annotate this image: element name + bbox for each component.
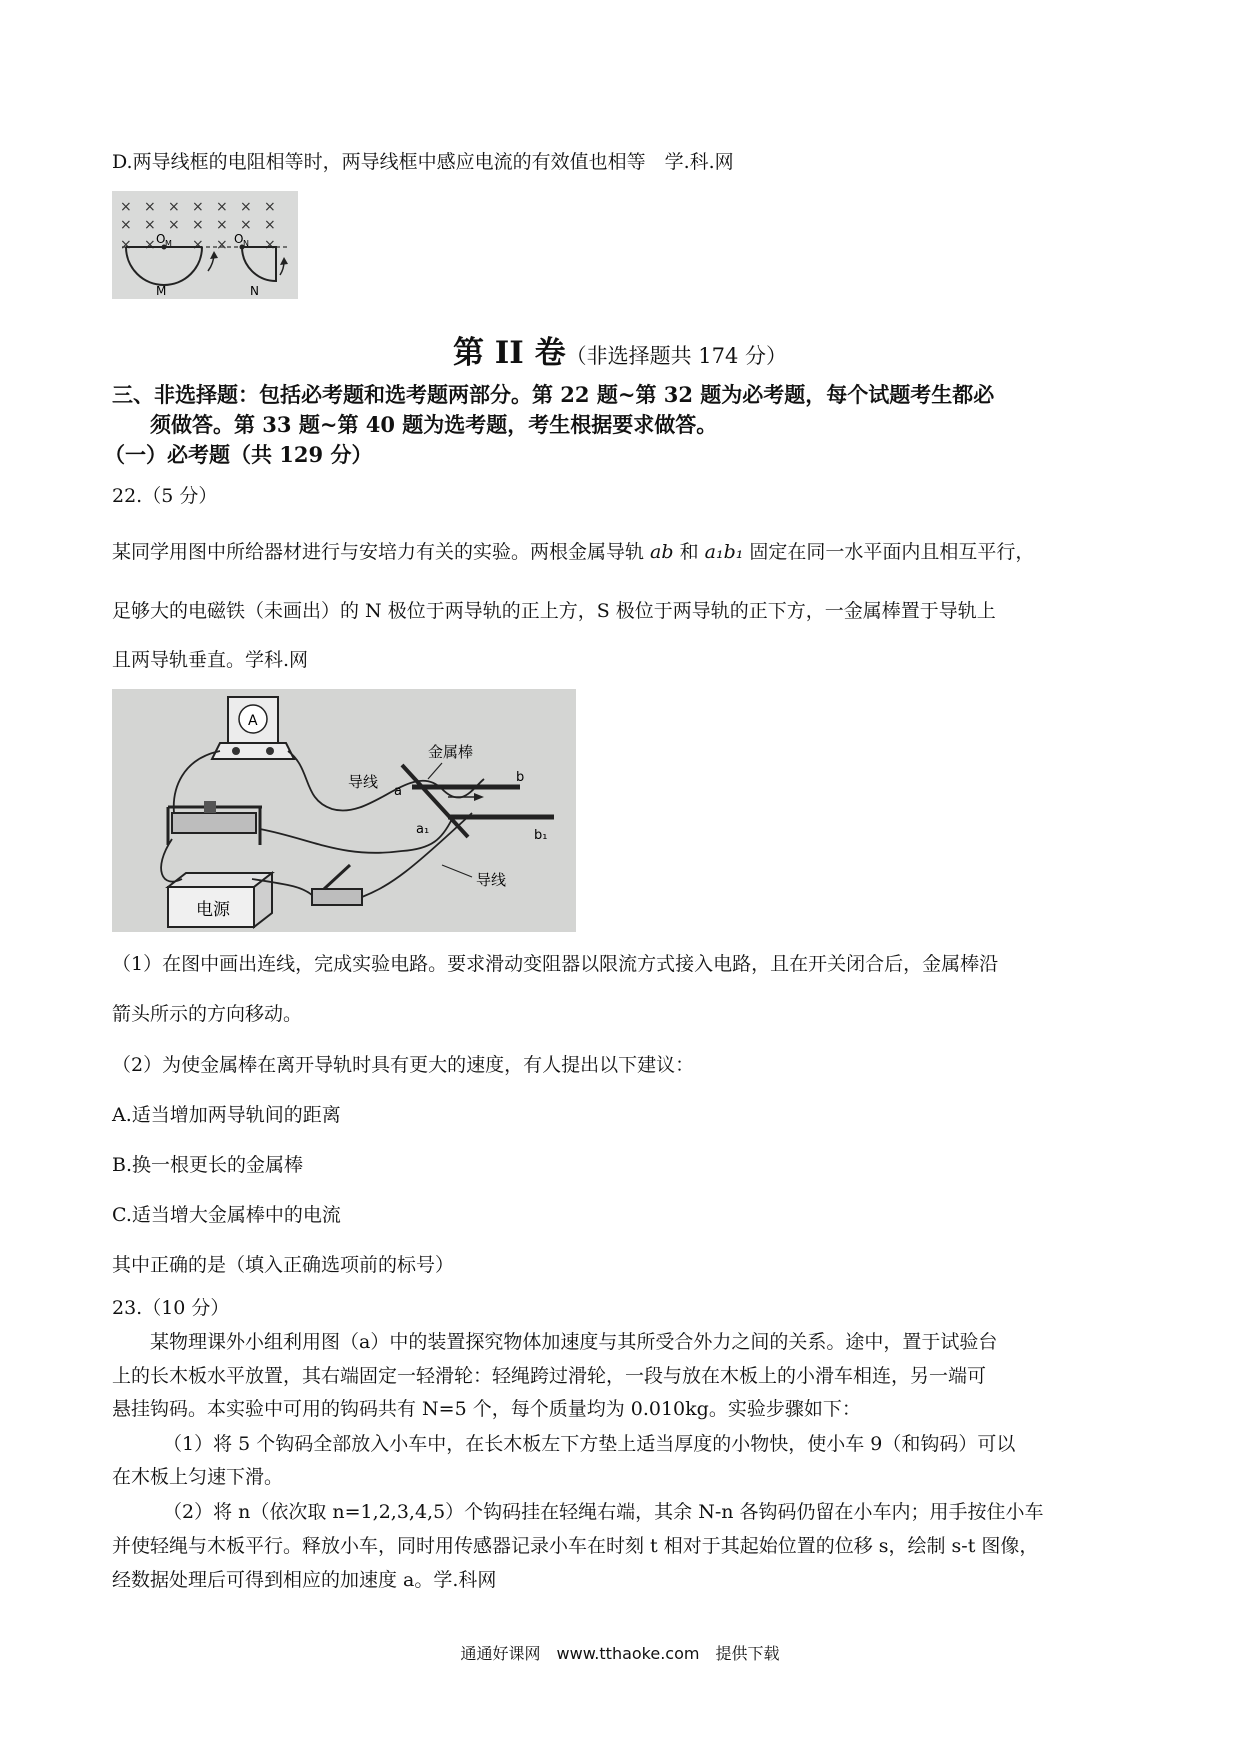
q23-line-7: 并使轻绳与木板平行。释放小车，同时用传感器记录小车在时刻 t 相对于其起始位置的位移 s，绘制 s-t 图像， — [112, 1535, 1039, 1557]
label-om: O — [156, 232, 166, 246]
field-cross-mark: × — [144, 199, 156, 215]
field-cross-mark: × — [144, 217, 156, 233]
metal-rod — [402, 765, 468, 837]
section-intro-2: 须做答。第 33 题~第 40 题为选考题，考生根据要求做答。 — [150, 412, 718, 437]
label-rod: 金属棒 — [428, 743, 474, 761]
q23-line-6: （2）将 n（依次取 n=1,2,3,4,5）个钩码挂在轻绳右端，其余 N-n 各钩码仍留在小车内；用手按住小车 — [163, 1501, 1044, 1523]
q22-para-2: 足够大的电磁铁（未画出）的 N 极位于两导轨的正上方，S 极位于两导轨的正下方，一金属棒置于导轨上 — [112, 600, 996, 622]
q22-question: 其中正确的是（填入正确选项前的标号） — [112, 1254, 455, 1276]
field-cross-mark: × — [240, 217, 252, 233]
q22-sub-1b: 箭头所示的方向移动。 — [112, 1003, 303, 1025]
label-b: b — [516, 770, 525, 785]
q22-sub-2: （2）为使金属棒在离开导轨时具有更大的速度，有人提出以下建议： — [112, 1054, 695, 1076]
field-cross-mark: × — [120, 237, 132, 253]
section-subtitle: （非选择题共 174 分） — [565, 344, 788, 368]
field-cross-mark: × — [168, 217, 180, 233]
q23-line-4: （1）将 5 个钩码全部放入小车中，在长木板左下方垫上适当厚度的小物快，使小车 9（和钩码）可以 — [163, 1433, 1016, 1455]
q23-line-5: 在木板上匀速下滑。 — [112, 1466, 284, 1488]
label-a: a — [394, 784, 402, 799]
svg-text:N: N — [243, 239, 249, 248]
label-n: N — [250, 284, 259, 298]
page-footer: 通通好课网 www.tthaoke.com 提供下载 — [460, 1644, 780, 1663]
field-cross-marks — [120, 199, 276, 253]
q22-option-b: B.换一根更长的金属棒 — [112, 1154, 304, 1176]
label-m: M — [156, 284, 167, 298]
section-intro-1: 三、非选择题：包括必考题和选考题两部分。第 22 题~第 32 题为必考题，每个试题考生都必 — [112, 382, 995, 407]
q22-heading: 22.（5 分） — [112, 485, 218, 507]
q23-line-8: 经数据处理后可得到相应的加速度 a。学.科网 — [112, 1569, 497, 1591]
q22-option-a: A.适当增加两导轨间的距离 — [112, 1104, 341, 1126]
q23-line-2: 上的长木板水平放置，其右端固定一轻滑轮：轻绳跨过滑轮，一段与放在木板上的小滑车相连，另一端可 — [112, 1365, 987, 1387]
q22-para-1: 某同学用图中所给器材进行与安培力有关的实验。两根金属导轨 ab 和 a₁b₁ 固定在同一水平面内且相互平行， — [112, 541, 1035, 563]
q22-sub-1a: （1）在图中画出连线，完成实验电路。要求滑动变阻器以限流方式接入电路，且在开关闭合后，金属棒沿 — [112, 953, 999, 975]
field-cross-mark: × — [168, 199, 180, 215]
ammeter-label: A — [248, 713, 258, 729]
battery-label: 电源 — [196, 900, 230, 920]
loop-m — [126, 247, 202, 285]
switch-icon — [312, 889, 362, 905]
label-wire-1: 导线 — [348, 773, 379, 791]
field-cross-mark: × — [264, 237, 276, 253]
section-heading — [0, 327, 1240, 372]
field-cross-mark: × — [216, 237, 228, 253]
motion-arrow — [474, 793, 484, 801]
option-d: D.两导线框的电阻相等时，两导线框中感应电流的有效值也相等 学.科.网 — [112, 151, 734, 173]
field-cross-mark: × — [216, 199, 228, 215]
label-wire-2: 导线 — [476, 871, 507, 889]
apparatus-diagram — [112, 689, 576, 932]
field-cross-mark: × — [264, 217, 276, 233]
magnetic-field-figure — [112, 191, 298, 299]
field-cross-mark: × — [192, 199, 204, 215]
apparatus-figure — [112, 689, 576, 932]
section-title: 第 II 卷 — [452, 335, 566, 371]
field-cross-mark: × — [240, 199, 252, 215]
q22-option-c: C.适当增大金属棒中的电流 — [112, 1204, 341, 1226]
svg-text:M: M — [165, 239, 172, 248]
q23-heading: 23.（10 分） — [112, 1297, 230, 1319]
q23-line-1: 某物理课外小组利用图（a）中的装置探究物体加速度与其所受合外力之间的关系。途中，置于试验台 — [150, 1331, 998, 1353]
magnetic-field-diagram — [112, 191, 298, 299]
field-cross-mark: × — [264, 199, 276, 215]
field-cross-mark: × — [144, 237, 156, 253]
field-cross-mark: × — [192, 217, 204, 233]
field-cross-mark: × — [120, 217, 132, 233]
section-part: （一）必考题（共 129 分） — [104, 442, 373, 467]
field-cross-mark: × — [192, 237, 204, 253]
label-a1: a₁ — [416, 822, 430, 837]
field-cross-mark: × — [216, 217, 228, 233]
field-cross-mark: × — [120, 199, 132, 215]
label-on: O — [234, 232, 244, 246]
q23-line-3: 悬挂钩码。本实验中可用的钩码共有 N=5 个，每个质量均为 0.010kg。实验步骤如下： — [112, 1398, 861, 1420]
label-b1: b₁ — [534, 828, 548, 843]
rheostat-icon — [172, 813, 256, 833]
q22-para-3: 且两导轨垂直。学科.网 — [112, 649, 309, 671]
